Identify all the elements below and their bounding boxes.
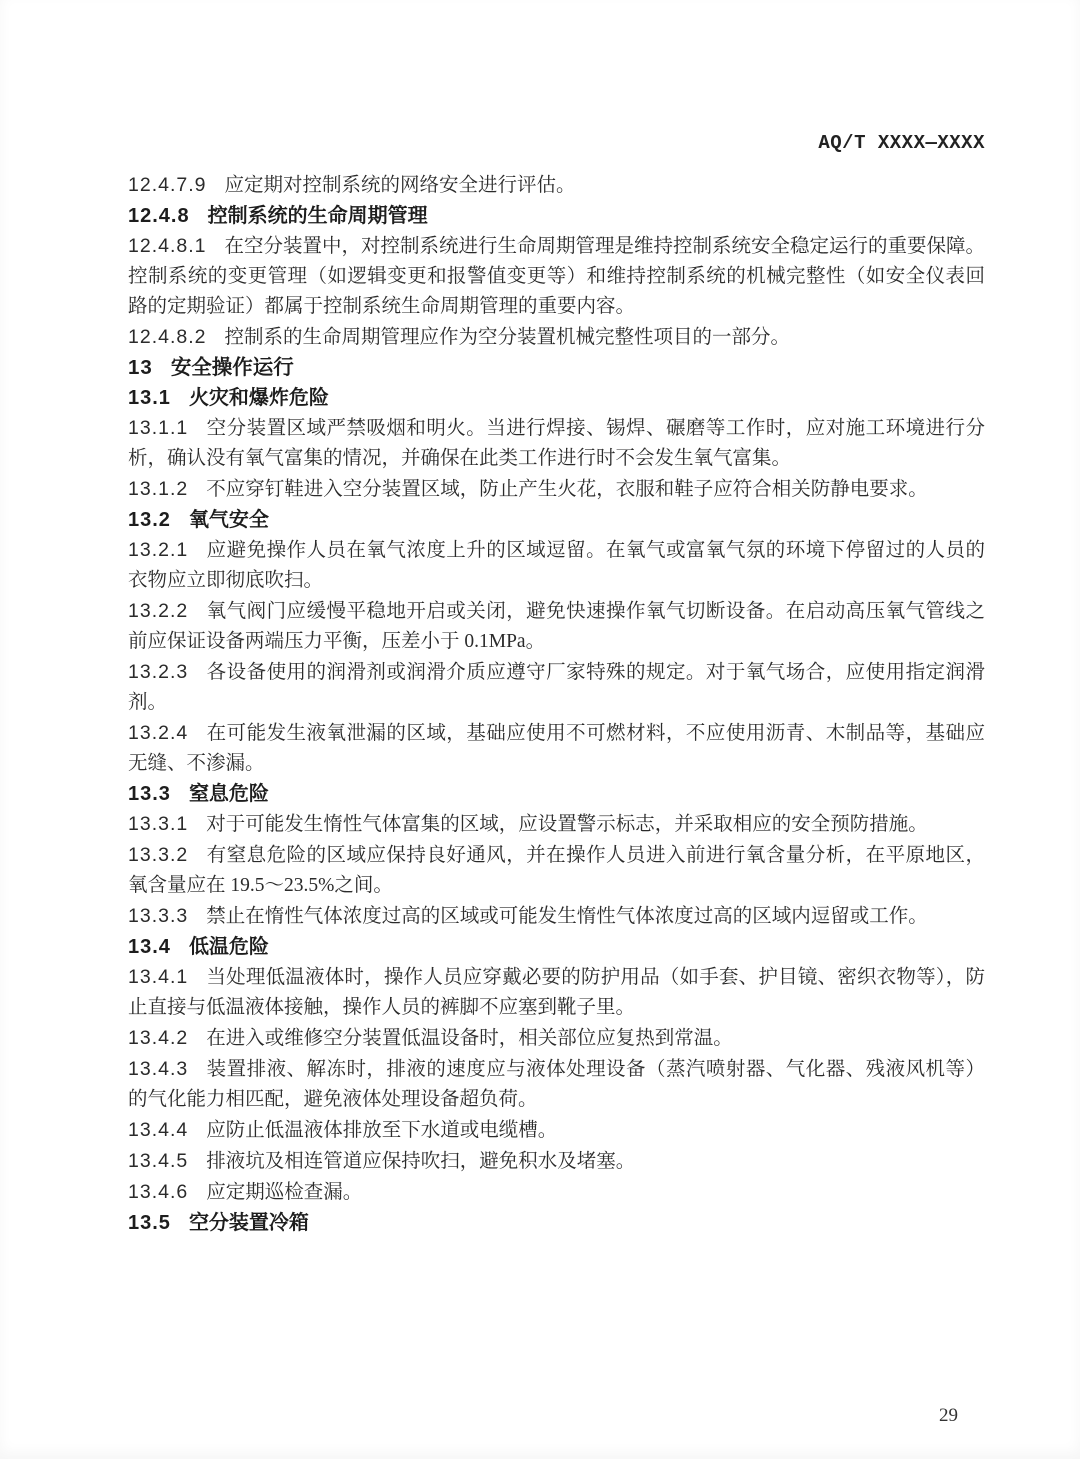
clause-text: 禁止在惰性气体浓度过高的区域或可能发生惰性气体浓度过高的区域内逗留或工作。 — [206, 906, 928, 927]
clause-text: 氧气阀门应缓慢平稳地开启或关闭，避免快速操作氧气切断设备。在启动高压氧气管线之前应保证设备两端压力平衡，压差小于 0.1MPa。 — [128, 601, 985, 652]
clause-paragraph — [128, 840, 985, 901]
clause-number: 13.4.5 — [128, 1150, 189, 1172]
clause-paragraph — [128, 1177, 985, 1208]
clause-text: 应定期对控制系统的网络安全进行评估。 — [224, 175, 576, 196]
clause-paragraph — [128, 535, 985, 596]
clause-paragraph — [128, 1023, 985, 1054]
page-number: 29 — [939, 1405, 958, 1426]
heading-text: 窒息危险 — [188, 783, 269, 805]
clause-paragraph — [128, 474, 985, 505]
document-content — [128, 170, 985, 1238]
clause-text: 在空分装置中，对控制系统进行生命周期管理是维持控制系统安全稳定运行的重要保障。控制系统的变更管理（如逻辑变更和报警值变更等）和维持控制系统的机械完整性（如安全仪表回路的定期验证）都属于控制系统生命周期管理的重要内容。 — [128, 236, 985, 317]
section-heading — [128, 505, 985, 535]
heading-text: 控制系统的生命周期管理 — [207, 205, 428, 227]
clause-number: 13.3.2 — [128, 844, 189, 866]
clause-number: 13.2.1 — [128, 539, 189, 561]
clause-number: 13.1 — [128, 387, 171, 409]
section-heading — [128, 1208, 985, 1238]
clause-paragraph — [128, 231, 985, 322]
section-heading — [128, 779, 985, 809]
clause-number: 13.1.1 — [128, 417, 189, 439]
clause-number: 13.2.2 — [128, 600, 189, 622]
clause-number: 13.2.4 — [128, 722, 189, 744]
clause-number: 12.4.8.1 — [128, 235, 207, 257]
clause-text: 不应穿钉鞋进入空分装置区域，防止产生火花，衣服和鞋子应符合相关防静电要求。 — [206, 479, 928, 500]
clause-paragraph — [128, 413, 985, 474]
clause-text: 空分装置区域严禁吸烟和明火。当进行焊接、锡焊、碾磨等工作时，应对施工环境进行分析，确认没有氧气富集的情况，并确保在此类工作进行时不会发生氧气富集。 — [128, 418, 985, 469]
clause-paragraph — [128, 718, 985, 779]
clause-paragraph — [128, 809, 985, 840]
clause-number: 12.4.7.9 — [128, 174, 207, 196]
clause-number: 13.2 — [128, 509, 171, 531]
doc-code-header: AQ/T XXXX—XXXX — [818, 132, 985, 154]
clause-paragraph — [128, 596, 985, 657]
clause-number: 13.4.2 — [128, 1027, 189, 1049]
section-heading — [128, 932, 985, 962]
clause-number: 13.4.3 — [128, 1058, 189, 1080]
clause-number: 13.4.6 — [128, 1181, 189, 1203]
clause-paragraph — [128, 1054, 985, 1115]
clause-paragraph — [128, 962, 985, 1023]
heading-text: 安全操作运行 — [170, 356, 294, 379]
clause-text: 当处理低温液体时，操作人员应穿戴必要的防护用品（如手套、护目镜、密织衣物等），防止直接与低温液体接触，操作人员的裤脚不应塞到靴子里。 — [128, 967, 985, 1018]
clause-number: 13.5 — [128, 1212, 171, 1234]
clause-number: 12.4.8.2 — [128, 326, 207, 348]
heading-text: 空分装置冷箱 — [188, 1212, 309, 1234]
clause-number: 13.2.3 — [128, 661, 189, 683]
clause-text: 应定期巡检查漏。 — [206, 1182, 363, 1203]
section-heading — [128, 201, 985, 231]
heading-text: 火灾和爆炸危险 — [188, 387, 329, 409]
clause-number: 12.4.8 — [128, 205, 190, 227]
clause-text: 装置排液、解冻时，排液的速度应与液体处理设备（蒸汽喷射器、气化器、残液风机等）的气化能力相匹配，避免液体处理设备超负荷。 — [128, 1059, 985, 1110]
clause-text: 在进入或维修空分装置低温设备时，相关部位应复热到常温。 — [206, 1028, 733, 1049]
clause-text: 控制系的生命周期管理应作为空分装置机械完整性项目的一部分。 — [224, 327, 790, 348]
clause-paragraph — [128, 901, 985, 932]
clause-paragraph — [128, 1115, 985, 1146]
clause-number: 13.4 — [128, 936, 171, 958]
clause-paragraph — [128, 657, 985, 718]
clause-number: 13.3.3 — [128, 905, 189, 927]
clause-number: 13 — [128, 356, 153, 379]
clause-text: 各设备使用的润滑剂或润滑介质应遵守厂家特殊的规定。对于氧气场合，应使用指定润滑剂。 — [128, 662, 985, 713]
heading-text: 低温危险 — [188, 936, 269, 958]
section-heading — [128, 383, 985, 413]
clause-paragraph — [128, 322, 985, 353]
clause-paragraph — [128, 1146, 985, 1177]
clause-number: 13.3.1 — [128, 813, 189, 835]
clause-number: 13.4.1 — [128, 966, 189, 988]
clause-number: 13.4.4 — [128, 1119, 189, 1141]
clause-text: 有窒息危险的区域应保持良好通风，并在操作人员进入前进行氧含量分析，在平原地区，氧含量应在 19.5～23.5%之间。 — [128, 845, 985, 896]
clause-number: 13.3 — [128, 783, 171, 805]
clause-paragraph — [128, 170, 985, 201]
clause-text: 应避免操作人员在氧气浓度上升的区域逗留。在氧气或富氧气氛的环境下停留过的人员的衣物应立即彻底吹扫。 — [128, 540, 985, 591]
heading-text: 氧气安全 — [188, 509, 269, 531]
clause-text: 在可能发生液氧泄漏的区域，基础应使用不可燃材料，不应使用沥青、木制品等，基础应无缝、不渗漏。 — [128, 723, 985, 774]
clause-text: 排液坑及相连管道应保持吹扫，避免积水及堵塞。 — [206, 1151, 636, 1172]
clause-number: 13.1.2 — [128, 478, 189, 500]
section-heading — [128, 353, 985, 383]
clause-text: 对于可能发生惰性气体富集的区域，应设置警示标志，并采取相应的安全预防措施。 — [206, 814, 928, 835]
clause-text: 应防止低温液体排放至下水道或电缆槽。 — [206, 1120, 558, 1141]
